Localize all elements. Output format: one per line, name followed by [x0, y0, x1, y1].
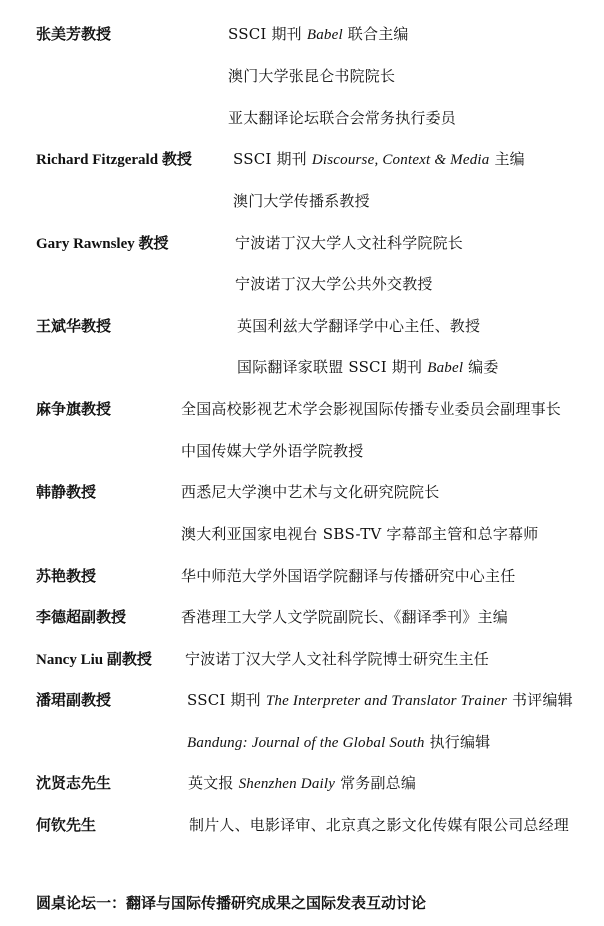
roundtable-title: 圆桌论坛一：翻译与国际传播研究成果之国际发表互动讨论	[36, 894, 427, 912]
person-name: Gary Rawnsley 教授	[36, 234, 169, 252]
person-role: 香港理工大学人文学院副院长、《翻译季刊》主编	[181, 608, 508, 626]
person-name: 沈贤志先生	[36, 774, 112, 792]
person-role: 英文报 Shenzhen Daily 常务副总编	[188, 774, 417, 792]
person-role: SSCI 期刊 Discourse, Context & Media 主编	[233, 150, 525, 168]
person-role: 英国利兹大学翻译学中心主任、教授	[237, 317, 481, 335]
person-role: 澳大利亚国家电视台 SBS-TV 字幕部主管和总字幕师	[181, 525, 539, 543]
person-name: 张美芳教授	[36, 25, 112, 43]
person-role: 宁波诺丁汉大学人文社科学院博士研究生主任	[185, 650, 490, 668]
person-role: 国际翻译家联盟 SSCI 期刊 Babel 编委	[237, 358, 499, 376]
person-role: 制片人、电影译审、北京真之影文化传媒有限公司总经理	[189, 816, 570, 834]
person-name: 潘珺副教授	[36, 691, 112, 709]
person-role: 澳门大学传播系教授	[233, 192, 370, 210]
person-name: 麻争旗教授	[36, 400, 112, 418]
person-name: 李德超副教授	[36, 608, 127, 626]
person-role: 中国传媒大学外语学院教授	[181, 442, 364, 460]
person-role: 亚太翻译论坛联合会常务执行委员	[228, 109, 457, 127]
person-role: Bandung: Journal of the Global South 执行编辑	[187, 733, 491, 751]
person-role: 澳门大学张昆仑书院院长	[228, 67, 396, 85]
person-name: 何钦先生	[36, 816, 97, 834]
person-name: Richard Fitzgerald 教授	[36, 150, 192, 168]
person-name: Nancy Liu 副教授	[36, 650, 152, 668]
person-role: 西悉尼大学澳中艺术与文化研究院院长	[181, 483, 440, 501]
person-name: 苏艳教授	[36, 567, 97, 585]
person-role: 华中师范大学外国语学院翻译与传播研究中心主任	[181, 567, 516, 585]
person-name: 韩静教授	[36, 483, 97, 501]
person-role: 全国高校影视艺术学会影视国际传播专业委员会副理事长	[181, 400, 562, 418]
person-name: 王斌华教授	[36, 317, 112, 335]
person-role: SSCI 期刊 Babel 联合主编	[228, 25, 409, 43]
person-role: 宁波诺丁汉大学公共外交教授	[235, 275, 433, 293]
person-role: 宁波诺丁汉大学人文社科学院院长	[235, 234, 464, 252]
person-role: SSCI 期刊 The Interpreter and Translator Trainer 书评编辑	[187, 691, 573, 709]
